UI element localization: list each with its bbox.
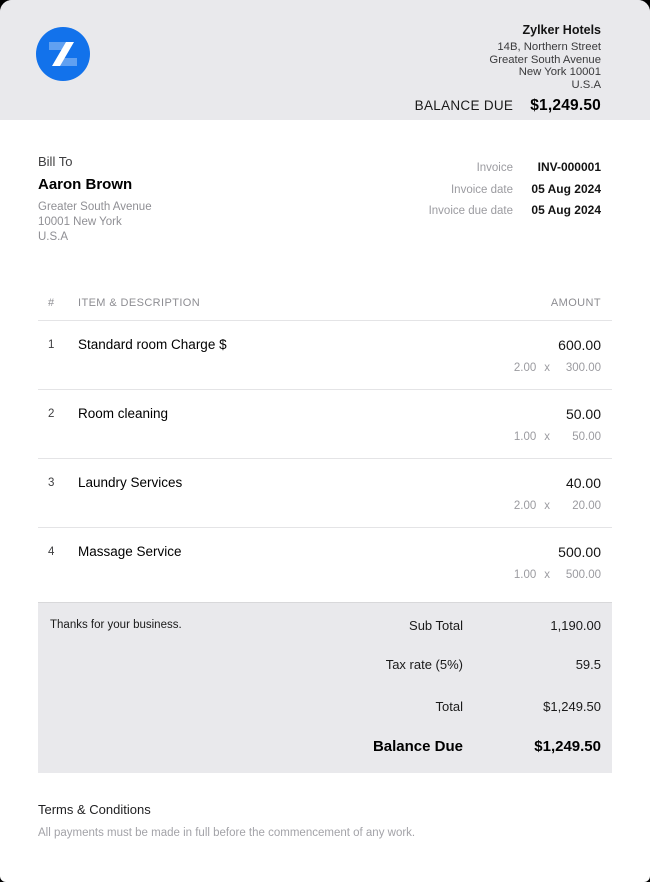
bill-to-block: [38, 154, 152, 244]
thanks-note: Thanks for your business.: [50, 619, 182, 631]
tax-row: [38, 633, 612, 672]
item-number: 2: [48, 408, 55, 420]
terms-text: All payments must be made in full before the commencement of any work.: [38, 827, 416, 839]
balance-due-label: BALANCE DUE: [414, 98, 514, 113]
summary-box: [38, 602, 612, 773]
item-number: 4: [48, 546, 55, 558]
invoice-number-label: Invoice: [476, 162, 513, 174]
column-header-number: #: [48, 297, 55, 309]
item-rate: 50.00: [572, 431, 601, 443]
item-number: 1: [48, 339, 55, 351]
customer-name: Aaron Brown: [38, 176, 133, 193]
table-row: [38, 390, 612, 459]
items-table: [38, 297, 612, 597]
company-address-line-3: New York 10001: [518, 66, 601, 79]
item-qty: 2.00: [513, 500, 537, 512]
terms-title: Terms & Conditions: [38, 802, 151, 817]
customer-address-line-1: Greater South Avenue: [38, 201, 152, 213]
item-qty-rate: [514, 569, 601, 581]
item-qty: 1.00: [513, 431, 537, 443]
item-qty-rate: [514, 500, 601, 512]
invoice-meta-block: [429, 160, 601, 225]
invoice-number-value: INV-000001: [537, 160, 601, 174]
balance-due-strip: [415, 97, 601, 115]
table-row: [38, 459, 612, 528]
item-amount-block: [514, 406, 612, 458]
customer-address: [38, 200, 152, 244]
customer-address-line-2: 10001 New York: [38, 215, 122, 228]
item-name: Room cleaning: [78, 406, 169, 421]
invoice-due-date-label: Invoice due date: [428, 205, 513, 217]
table-row: [38, 321, 612, 390]
item-name: Laundry Services: [78, 475, 183, 490]
item-amount: 500.00: [558, 544, 601, 560]
invoice-date-value: 05 Aug 2024: [531, 181, 601, 196]
company-address-line-4: U.S.A: [571, 79, 601, 92]
tax-label: Tax rate (5%): [385, 657, 463, 672]
bill-to-label: Bill To: [38, 154, 73, 169]
balance-due-summary-value: $1,249.50: [534, 738, 601, 755]
item-name: Standard room Charge $: [78, 337, 227, 352]
invoice-due-date-row: [429, 203, 601, 217]
customer-address-line-3: U.S.A: [38, 230, 69, 243]
balance-due-amount: $1,249.50: [530, 97, 601, 114]
column-header-description: ITEM & DESCRIPTION: [78, 297, 201, 309]
terms-block: [38, 802, 415, 839]
invoice-date-row: [429, 182, 601, 196]
item-number: 3: [48, 477, 55, 489]
subtotal-value: 1,190.00: [550, 618, 601, 633]
item-multiply-sign: x: [544, 500, 550, 512]
invoice-number-row: [429, 160, 601, 174]
item-amount-block: [514, 337, 612, 389]
item-qty: 2.00: [513, 362, 537, 374]
company-address-line-1: 14B, Northern Street: [497, 41, 601, 53]
company-logo-icon: [36, 27, 90, 81]
item-amount-block: [514, 475, 612, 527]
item-qty-rate: [514, 431, 601, 443]
invoice-date-label: Invoice date: [450, 183, 513, 196]
subtotal-label: Sub Total: [409, 618, 463, 633]
invoice-header: [0, 0, 650, 120]
item-rate: 300.00: [565, 362, 601, 374]
total-label: Total: [435, 699, 463, 714]
balance-due-summary-label: Balance Due: [372, 738, 463, 755]
item-rate: 20.00: [572, 500, 601, 512]
items-table-header: [38, 297, 612, 321]
item-multiply-sign: x: [544, 431, 550, 443]
table-row: [38, 528, 612, 597]
item-qty: 1.00: [513, 569, 537, 581]
item-amount: 50.00: [565, 406, 601, 422]
tax-value: 59.5: [575, 657, 601, 672]
company-name: Zylker Hotels: [522, 23, 601, 37]
item-rate: 500.00: [565, 569, 601, 581]
balance-due-row: [38, 714, 612, 755]
item-amount-block: [514, 544, 612, 597]
item-name: Massage Service: [78, 544, 182, 559]
item-qty-rate: [514, 362, 601, 374]
total-value: $1,249.50: [543, 699, 601, 714]
column-header-amount: AMOUNT: [550, 297, 601, 309]
item-amount: 40.00: [565, 475, 601, 491]
company-address-line-2: Greater South Avenue: [489, 53, 601, 66]
company-info: [489, 23, 601, 92]
item-multiply-sign: x: [544, 569, 550, 581]
item-amount: 600.00: [558, 337, 601, 353]
total-row: [38, 672, 612, 714]
invoice-due-date-value: 05 Aug 2024: [531, 203, 601, 217]
item-multiply-sign: x: [544, 362, 550, 374]
